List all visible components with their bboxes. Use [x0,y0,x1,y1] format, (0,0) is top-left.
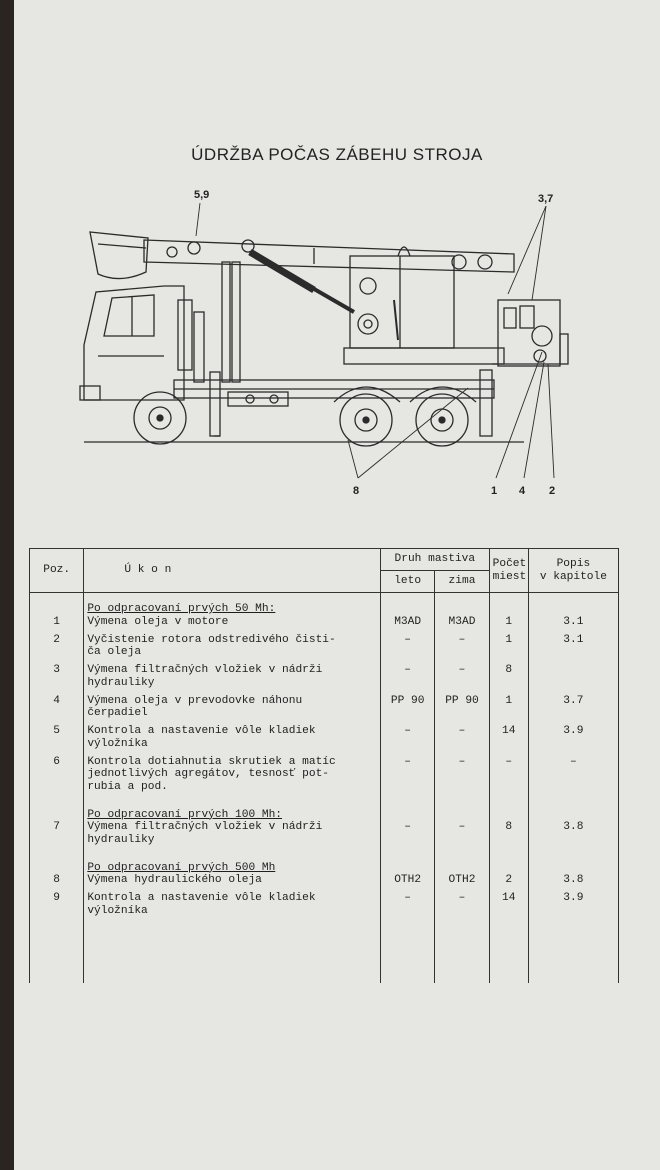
section-heading-text: Po odpracovaní prvých 100 Mh: [87,808,283,821]
cell-pocet: – [489,756,528,799]
cell-poz: 3 [30,664,84,695]
cell-pocet: 8 [489,821,528,852]
maintenance-table [29,548,619,983]
section-heading-text: Po odpracovaní prvých 50 Mh: [87,603,276,615]
empty-cell [528,852,618,875]
cell-ukon [84,695,381,726]
cell-ukon-line: čerpadiel [87,707,148,719]
empty-cell [528,923,618,983]
cell-leto: – [380,725,434,756]
cell-leto: – [380,892,434,923]
table-row [30,892,619,923]
empty-cell [489,593,528,616]
table-row [30,756,619,799]
cell-ukon [84,725,381,756]
cell-zima: – [435,664,489,695]
header-popis-line1: Popis [556,558,591,570]
cell-zima: – [435,892,489,923]
cell-zima: PP 90 [435,695,489,726]
cell-ukon-line: hydrauliky [87,676,155,689]
cell-ukon-line: Kontrola a nastavenie vôle kladiek [87,725,316,737]
cell-pocet: 14 [489,725,528,756]
cell-poz: 4 [30,695,84,726]
empty-cell [380,923,434,983]
cell-popis: 3.9 [528,892,618,923]
callout-1: 1 [491,485,498,497]
cell-ukon-line: výložníka [87,904,148,917]
cell-zima: M3AD [435,616,489,634]
cell-ukon [84,756,381,799]
empty-cell [489,799,528,822]
cell-ukon-line: Výmena filtračných vložiek v nádrži [87,821,323,833]
table-body [30,593,619,983]
section-heading [84,852,381,875]
cell-popis: 3.1 [528,616,618,634]
empty-cell [489,852,528,875]
cell-pocet: 1 [489,634,528,665]
cell-ukon-line: hydrauliky [87,833,155,846]
cell-popis: 3.8 [528,874,618,892]
header-popis [528,549,618,593]
header-popis-line2: v kapitole [539,570,607,583]
cell-zima: – [435,756,489,799]
cell-popis: 3.7 [528,695,618,726]
header-pocet [489,549,528,593]
header-ukon: Ú k o n [84,549,381,593]
cell-leto: – [380,756,434,799]
empty-cell [435,593,489,616]
empty-cell [528,593,618,616]
table-row [30,725,619,756]
filler-row [30,923,619,983]
cell-ukon [84,892,381,923]
cell-ukon [84,821,381,852]
empty-cell [84,923,381,983]
cell-popis: 3.9 [528,725,618,756]
cell-poz: 9 [30,892,84,923]
cell-ukon-line: Výmena oleja v prevodovke náhonu [87,694,303,707]
cell-ukon-line: Výmena hydraulického oleja [87,874,262,886]
header-poz: Poz. [30,549,84,593]
cell-ukon-line: Výmena oleja v motore [87,615,229,628]
empty-cell [380,593,434,616]
empty-cell [380,799,434,822]
header-leto: leto [380,571,434,593]
cell-ukon-line: Kontrola dotiahnutia skrutiek a matíc [87,755,336,768]
cell-pocet: 8 [489,664,528,695]
empty-cell [30,593,84,616]
cell-ukon [84,634,381,665]
cell-ukon-line: Výmena filtračných vložiek v nádrži [87,664,323,676]
cell-leto: PP 90 [380,695,434,726]
callout-8: 8 [353,485,360,497]
table-row [30,664,619,695]
cell-pocet: 14 [489,892,528,923]
empty-cell [489,923,528,983]
callout-5-9: 5,9 [194,189,210,201]
empty-cell [435,799,489,822]
cell-popis: – [528,756,618,799]
header-druh-mastiva: Druh mastiva [380,549,489,571]
cell-ukon-line: Vyčistenie rotora odstredivého čisti- [87,633,336,646]
cell-poz: 7 [30,821,84,852]
cell-ukon [84,664,381,695]
empty-cell [30,799,84,822]
truck-crane-drawing [14,0,660,520]
cell-popis [528,664,618,695]
section-heading-row [30,799,619,822]
empty-cell [30,923,84,983]
cell-zima: – [435,634,489,665]
cell-poz: 8 [30,874,84,892]
section-heading-text: Po odpracovaní prvých 500 Mh [87,861,276,874]
cell-ukon-line: výložníka [87,737,148,750]
empty-cell [528,799,618,822]
cell-poz: 2 [30,634,84,665]
cell-ukon-line: jednotlivých agregátov, tesnosť pot- [87,768,330,780]
cell-popis: 3.1 [528,634,618,665]
page-title: ÚDRŽBA POČAS ZÁBEHU STROJA [191,145,483,164]
cell-pocet: 2 [489,874,528,892]
header-zima: zima [435,571,489,593]
cell-poz: 1 [30,616,84,634]
cell-ukon [84,874,381,892]
cell-popis: 3.8 [528,821,618,852]
manual-page [14,0,660,1170]
section-heading [84,799,381,822]
empty-cell [435,852,489,875]
table-row [30,634,619,665]
cell-leto: – [380,634,434,665]
cell-ukon-line: rubia a pod. [87,780,168,793]
empty-cell [30,852,84,875]
callout-3-7: 3,7 [538,193,554,205]
empty-cell [380,852,434,875]
cell-poz: 6 [30,756,84,799]
section-heading [84,593,381,616]
cell-zima: – [435,725,489,756]
header-pocet-line2: miest [492,570,527,583]
table-row [30,616,619,634]
callout-2: 2 [549,485,556,497]
cell-pocet: 1 [489,616,528,634]
cell-ukon [84,616,381,634]
cell-leto: M3AD [380,616,434,634]
table-row [30,695,619,726]
cell-pocet: 1 [489,695,528,726]
section-heading-row [30,852,619,875]
cell-poz: 5 [30,725,84,756]
section-heading-row [30,593,619,616]
cell-leto: OTH2 [380,874,434,892]
table-row [30,821,619,852]
cell-leto: – [380,821,434,852]
cell-leto: – [380,664,434,695]
cell-ukon-line: ča oleja [87,646,142,658]
table-row [30,874,619,892]
callout-4: 4 [519,485,526,497]
empty-cell [435,923,489,983]
cell-ukon-line: Kontrola a nastavenie vôle kladiek [87,892,316,904]
header-pocet-line1: Počet [492,558,527,570]
cell-zima: – [435,821,489,852]
cell-zima: OTH2 [435,874,489,892]
